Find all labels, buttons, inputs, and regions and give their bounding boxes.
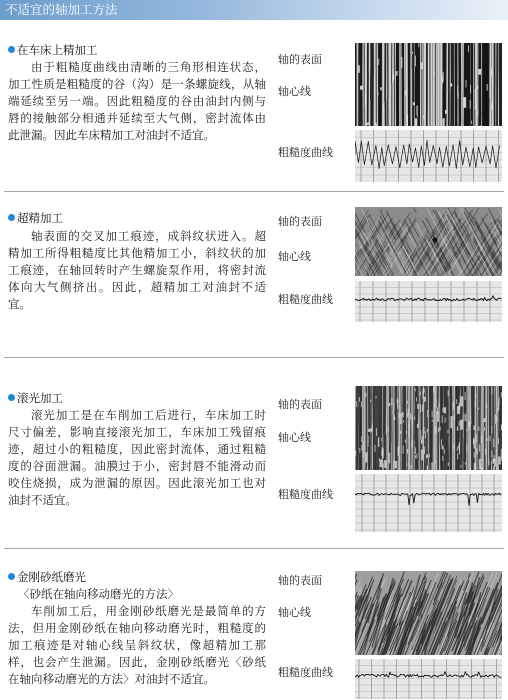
section-heading — [8, 569, 266, 586]
shaft-surface-image — [355, 386, 502, 470]
body-line: 迹，超过小的粗糙度，因此密封流体，通过粗糙 — [8, 442, 266, 456]
section-emery-polishing — [8, 569, 266, 688]
body-line: 由于粗糙度曲线由清晰的三角形相连状态， — [31, 60, 266, 74]
section-superfinishing — [8, 208, 266, 313]
surface-label: 轴的表面 — [278, 215, 322, 228]
roughness-curve-label: 粗糙度曲线 — [278, 293, 333, 306]
body-line: 油封不适宜。 — [8, 493, 77, 507]
surface-label: 轴的表面 — [278, 398, 322, 411]
section-lathe-finishing — [8, 41, 266, 144]
body-line: 样，也会产生泄漏。因此，金刚砂纸磨光〈砂纸 — [8, 655, 266, 669]
section-roller-burnishing — [8, 389, 266, 509]
section-divider — [4, 357, 504, 358]
axis-line-label: 轴心线 — [278, 606, 311, 619]
section-subtitle: 〈砂纸在轴向移动磨光的方法〉 — [18, 587, 179, 601]
axis-line-label: 轴心线 — [278, 431, 311, 444]
body-line: 工痕迹，在轴回转时产生螺旋泵作用，将密封流 — [8, 263, 266, 277]
roughness-curve-label: 粗糙度曲线 — [278, 146, 333, 159]
header-bar — [0, 0, 508, 20]
shaft-surface-image — [355, 571, 502, 655]
roughness-curve-label: 粗糙度曲线 — [278, 488, 333, 501]
shaft-surface-image — [355, 207, 502, 276]
roughness-curve-image — [355, 130, 502, 182]
section-title: 金刚砂纸磨光 — [17, 570, 86, 584]
body-line: 端延续至另一端。因此粗糙度的谷由油封内侧与 — [8, 94, 266, 108]
body-line: 唇的接触部分相通并延续至大气侧，密封流体由 — [8, 111, 266, 125]
surface-spot — [433, 238, 438, 243]
section-heading — [8, 389, 266, 407]
section-title: 在车床上精加工 — [17, 43, 98, 57]
roughness-curve-image — [355, 659, 502, 699]
body-line: 尺寸偏差，影响直接滚光加工，车床加工残留痕 — [8, 425, 266, 439]
bullet-icon — [8, 46, 15, 53]
bullet-icon — [8, 394, 15, 401]
roughness-chart-background — [355, 281, 502, 322]
body-line: 咬住烧损，成为泄漏的原因。因此滚光加工也对 — [8, 476, 266, 490]
roughness-curve-image — [355, 281, 502, 322]
body-line: 体向大气侧挤出。因此，超精加工对油封不适 — [8, 280, 266, 294]
page-title: 不适宜的轴加工方法 — [5, 2, 118, 17]
axis-line-label: 轴心线 — [278, 250, 311, 263]
body-line: 精加工所得粗糙度比其他精加工小，斜纹状的加 — [8, 246, 266, 260]
body-line: 滚光加工是在车削加工后进行，车床加工时 — [31, 408, 266, 422]
body-line: 此泄漏。因此车床精加工对油封不适宜。 — [8, 128, 215, 142]
roughness-chart-background — [355, 474, 502, 532]
section-title: 滚光加工 — [17, 391, 63, 405]
body-line: 加工性质是粗糙度的谷（沟）是一条螺旋线，从轴 — [8, 77, 266, 91]
shaft-surface-image — [355, 43, 502, 126]
section-heading — [8, 41, 266, 59]
body-line: 宜。 — [8, 297, 31, 311]
body-line: 在轴向移动磨光的方法〉对油封不适宜。 — [8, 672, 215, 686]
section-divider — [4, 191, 504, 192]
section-heading — [8, 208, 266, 228]
surface-label: 轴的表面 — [278, 574, 322, 587]
surface-label: 轴的表面 — [278, 53, 322, 66]
body-line: 轴表面的交叉加工痕迹，成斜纹状进入。超 — [31, 229, 266, 243]
bullet-icon — [8, 573, 15, 580]
body-line: 度的谷面泄漏。油膜过于小，密封唇不能滑动而 — [8, 459, 266, 473]
body-line: 加工痕迹是对轴心线呈斜纹状，像超精加工那 — [8, 638, 266, 652]
section-title: 超精加工 — [17, 211, 63, 225]
roughness-curve-image — [355, 474, 502, 532]
roughness-curve-label: 粗糙度曲线 — [278, 666, 333, 679]
roughness-chart-background — [355, 659, 502, 699]
body-line: 法，但用金刚砂纸在轴向移动磨光时，粗糙度的 — [8, 621, 266, 635]
axis-line-label: 轴心线 — [278, 85, 311, 98]
bullet-icon — [8, 214, 15, 221]
body-line: 车削加工后，用金刚砂纸磨光是最简单的方 — [31, 604, 266, 618]
section-divider — [4, 548, 504, 549]
